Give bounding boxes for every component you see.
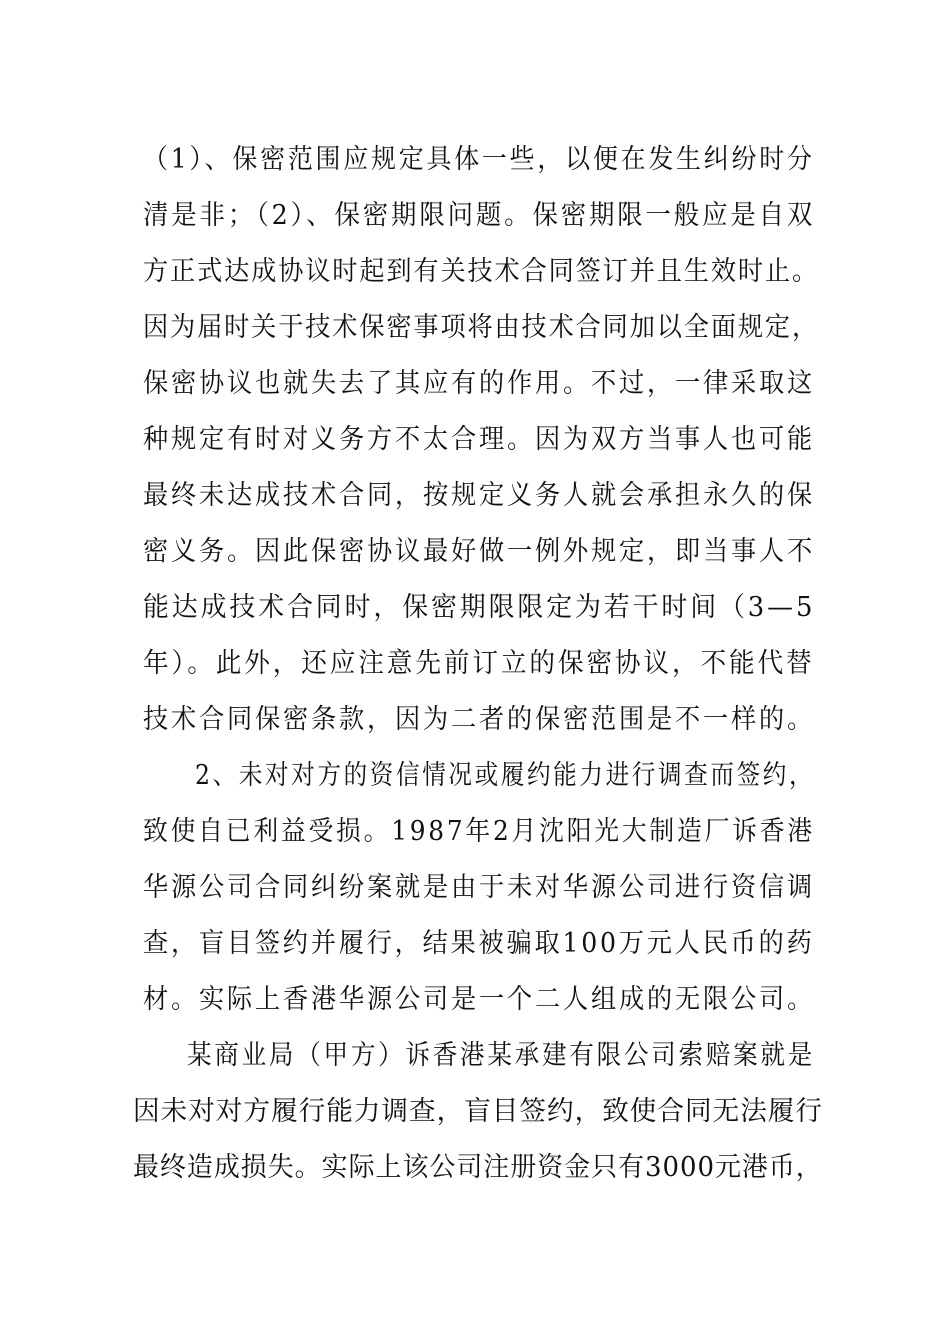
text-line-4: 因为届时关于技术保密事项将由技术合同加以全面规定，: [143, 312, 819, 343]
text-line-5: 保密协议也就失去了其应有的作用。不过，一律采取这: [143, 368, 815, 399]
text-line-12: 2、未对对方的资信情况或履约能力进行调查而签约，: [195, 760, 816, 791]
text-line-1: （1）、保密范围应规定具体一些，以便在发生纠纷时分: [143, 144, 815, 175]
text-line-11: 技术合同保密条款，因为二者的保密范围是不一样的。: [143, 704, 815, 735]
text-line-13: 致使自已利益受损。1987年2月沈阳光大制造厂诉香港: [143, 816, 815, 847]
text-line-17: 某商业局（甲方）诉香港某承建有限公司索赔案就是: [187, 1040, 815, 1071]
text-line-7: 最终未达成技术合同，按规定义务人就会承担永久的保: [143, 480, 815, 511]
text-line-6: 种规定有时对义务方不太合理。因为双方当事人也可能: [143, 424, 815, 455]
text-line-3: 方正式达成协议时起到有关技术合同签订并且生效时止。: [143, 256, 819, 287]
text-line-18: 因未对对方履行能力调查，盲目签约，致使合同无法履行: [133, 1096, 823, 1127]
text-line-2: 清是非；（2）、保密期限问题。保密期限一般应是自双: [143, 200, 816, 231]
text-line-8: 密义务。因此保密协议最好做一例外规定，即当事人不: [143, 536, 815, 567]
text-line-15: 查，盲目签约并履行，结果被骗取100万元人民币的药: [143, 928, 815, 959]
text-line-10: 年）。此外，还应注意先前订立的保密协议，不能代替: [143, 648, 815, 679]
text-line-19: 最终造成损失。实际上该公司注册资金只有3000元港币，: [133, 1152, 823, 1183]
text-line-9: 能达成技术合同时，保密期限限定为若干时间（3—5: [143, 592, 816, 623]
text-line-16: 材。实际上香港华源公司是一个二人组成的无限公司。: [143, 984, 815, 1015]
text-line-14: 华源公司合同纠纷案就是由于未对华源公司进行资信调: [143, 872, 815, 903]
